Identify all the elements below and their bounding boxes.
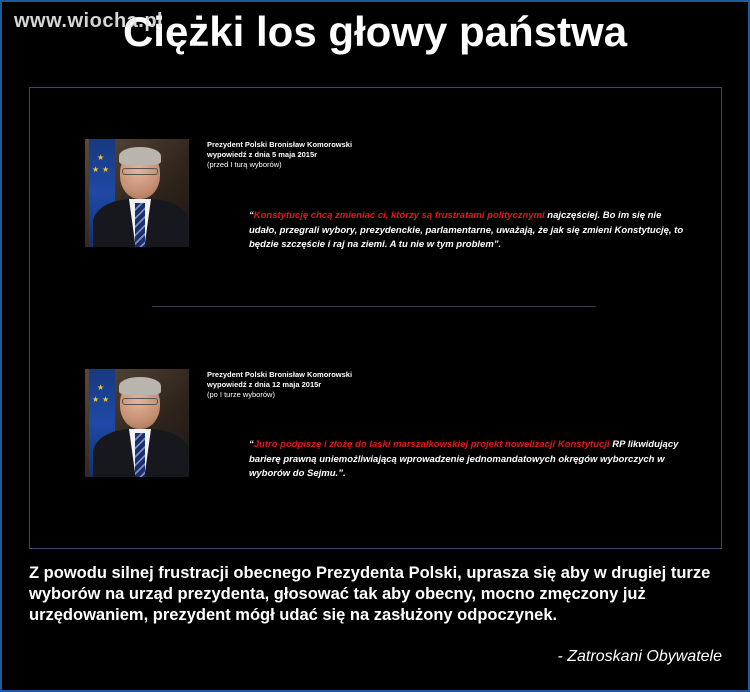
president-photo-1 xyxy=(85,139,189,247)
quote-2: “Jutro podpiszę i złożę do laski marszałkowskiej projekt nowelizacji Konstytucji RP likwidujący barierę prawną uniemożliwiającą wprowadzenie jednomandatowych okręgów wyborczych w wyborów do Sejmu.”. xyxy=(249,439,679,479)
caption-date: wypowiedź z dnia 5 maja 2015r xyxy=(207,150,318,159)
caption-1 xyxy=(207,140,352,170)
caption-2 xyxy=(207,370,352,400)
eu-flag-icon: ★ ★ ★ xyxy=(89,139,115,247)
bottom-message: Z powodu silnej frustracji obecnego Prezydenta Polski, uprasza się aby w drugiej turze wyborów na urząd prezydenta, głosować tak aby obecny, mocno zmęczony już urzędowaniem, prezydent mógł udać się na zasłużony odpoczynek. xyxy=(29,564,711,624)
caption-name: Prezydent Polski Bronisław Komorowski xyxy=(207,140,353,149)
page-title: Ciężki los głowy państwa xyxy=(122,8,628,55)
caption-name: Prezydent Polski Bronisław Komorowski xyxy=(207,370,353,379)
watermark: www.wiocha.pl xyxy=(14,10,164,32)
caption-date: wypowiedź z dnia 12 maja 2015r xyxy=(207,380,322,389)
quote-1: “Konstytucję chcą zmieniać ci, którzy są frustratami politycznymi najczęściej. Bo im się nie udało, przegrali wybory, prezydenckie, parlamentarne, uważają, że jak się zmieni Konstytucję, to będzie szczęście i raj na ziemi. A tu nie w tym problem”. xyxy=(249,210,684,250)
divider xyxy=(152,306,596,307)
quote-rest: RP likwidujący barierę prawną uniemożliwiającą wprowadzenie jednomandatowych okręgów wyborczych w wyborów do Sejmu.”. xyxy=(249,439,679,479)
quote-highlight: Konstytucję chcą zmieniać ci, którzy są frustratami politycznymi xyxy=(253,210,545,221)
eu-flag-icon: ★ ★ ★ xyxy=(89,369,115,477)
signature: - Zatroskani Obywatele xyxy=(557,648,722,665)
caption-note: (po I turze wyborów) xyxy=(207,390,275,399)
quote-rest: najczęściej. Bo im się nie udało, przegrali wybory, prezydenckie, parlamentarne, uważają, że jak się zmieni Konstytucję, to będzie szczęście i raj na ziemi. A tu nie w tym problem”. xyxy=(249,210,684,250)
caption-note: (przed I turą wyborów) xyxy=(207,160,282,169)
president-photo-2 xyxy=(85,369,189,477)
quote-highlight: Jutro podpiszę i złożę do laski marszałkowskiej projekt nowelizacji Konstytucji xyxy=(253,439,610,450)
